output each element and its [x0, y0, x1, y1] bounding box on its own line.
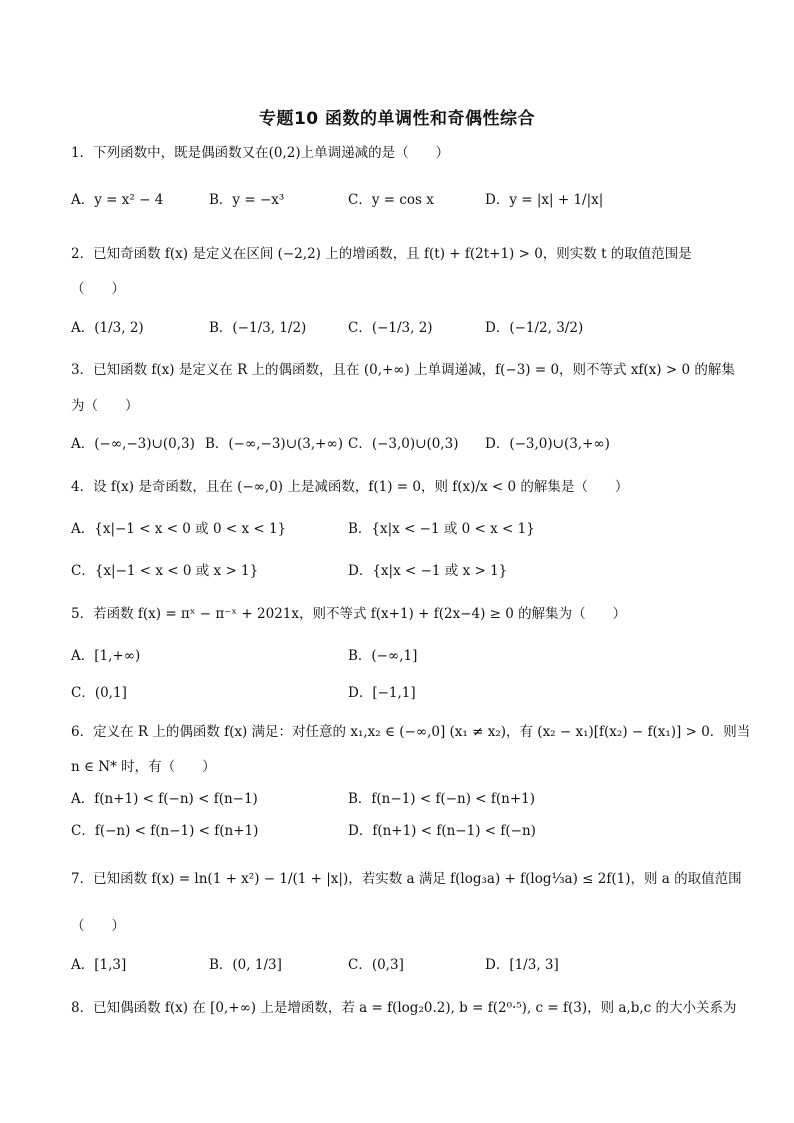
question-3-option-a: A．(−∞,−3)∪(0,3) [71, 436, 195, 452]
question-1-option-c: C．y = cos x [348, 192, 434, 208]
question-7-option-b: B．(0, 1/3] [209, 957, 282, 973]
question-2-stem: 2．已知奇函数 f(x) 是定义在区间 (−2,2) 上的增函数，且 f(t) + f(2t+1) > 0，则实数 t 的取值范围是 [71, 246, 692, 262]
question-2-option-a: A．(1/3, 2) [71, 320, 144, 336]
question-3-stem-cont: 为（ ） [71, 398, 139, 414]
question-4-option-c: C．{x|−1 < x < 0 或 x > 1} [71, 563, 259, 579]
question-5-stem: 5．若函数 f(x) = πˣ − π⁻ˣ + 2021x，则不等式 f(x+1) + f(2x−4) ≥ 0 的解集为（ ） [71, 606, 627, 622]
question-7-option-c: C．(0,3] [348, 957, 404, 973]
question-6-option-a: A．f(n+1) < f(−n) < f(n−1) [71, 791, 258, 807]
question-7-option-d: D．[1/3, 3] [485, 957, 559, 973]
question-6-stem: 6．定义在 R 上的偶函数 f(x) 满足：对任意的 x₁,x₂ ∈ (−∞,0] (x₁ ≠ x₂)，有 (x₂ − x₁)[f(x₂) − f(x₁)] > 0．则当 [71, 724, 751, 740]
question-4-option-b: B．{x|x < −1 或 0 < x < 1} [348, 521, 535, 537]
question-1-option-b: B．y = −x³ [209, 192, 285, 208]
question-7-option-a: A．[1,3] [71, 957, 127, 973]
question-5-option-b: B．(−∞,1] [348, 648, 418, 664]
question-3-option-b: B．(−∞,−3)∪(3,+∞) [205, 436, 343, 452]
question-2-option-b: B．(−1/3, 1/2) [209, 320, 307, 336]
question-4-stem: 4．设 f(x) 是奇函数，且在 (−∞,0) 上是减函数，f(1) = 0，则 f(x)/x < 0 的解集是（ ） [71, 479, 629, 495]
question-1-stem: 1．下列函数中，既是偶函数又在(0,2)上单调递减的是（ ） [71, 145, 450, 161]
question-5-option-c: C．(0,1] [71, 685, 127, 701]
question-4-option-a: A．{x|−1 < x < 0 或 0 < x < 1} [71, 521, 287, 537]
question-3-option-c: C．(−3,0)∪(0,3) [348, 436, 459, 452]
question-6-option-c: C．f(−n) < f(n−1) < f(n+1) [71, 823, 259, 839]
question-1-option-a: A．y = x² − 4 [71, 192, 164, 208]
question-8-stem: 8．已知偶函数 f(x) 在 [0,+∞) 上是增函数，若 a = f(log₂0.2), b = f(2⁰·⁵), c = f(3)，则 a,b,c 的大小关系为 [71, 1000, 737, 1016]
question-7-stem: 7．已知函数 f(x) = ln(1 + x²) − 1/(1 + |x|)，若实数 a 满足 f(log₃a) + f(log⅓a) ≤ 2f(1)，则 a 的取值范围 [71, 871, 742, 887]
question-6-option-b: B．f(n−1) < f(−n) < f(n+1) [348, 791, 535, 807]
question-2-option-d: D．(−1/2, 3/2) [485, 320, 584, 336]
question-6-option-d: D．f(n+1) < f(n−1) < f(−n) [348, 823, 536, 839]
page-title: 专题10 函数的单调性和奇偶性综合 [258, 109, 536, 129]
question-7-stem-cont: （ ） [71, 918, 125, 934]
question-2-option-c: C．(−1/3, 2) [348, 320, 433, 336]
question-5-option-a: A．[1,+∞) [71, 648, 141, 664]
question-3-stem: 3．已知函数 f(x) 是定义在 R 上的偶函数，且在 (0,+∞) 上单调递减，f(−3) = 0，则不等式 xf(x) > 0 的解集 [71, 362, 735, 378]
question-5-option-d: D．[−1,1] [348, 685, 416, 701]
question-6-stem-cont: n ∈ N* 时，有（ ） [71, 759, 216, 775]
question-4-option-d: D．{x|x < −1 或 x > 1} [348, 563, 508, 579]
question-1-option-d: D．y = |x| + 1/|x| [485, 192, 604, 208]
question-3-option-d: D．(−3,0)∪(3,+∞) [485, 436, 610, 452]
question-2-stem-cont: （ ） [71, 281, 125, 297]
